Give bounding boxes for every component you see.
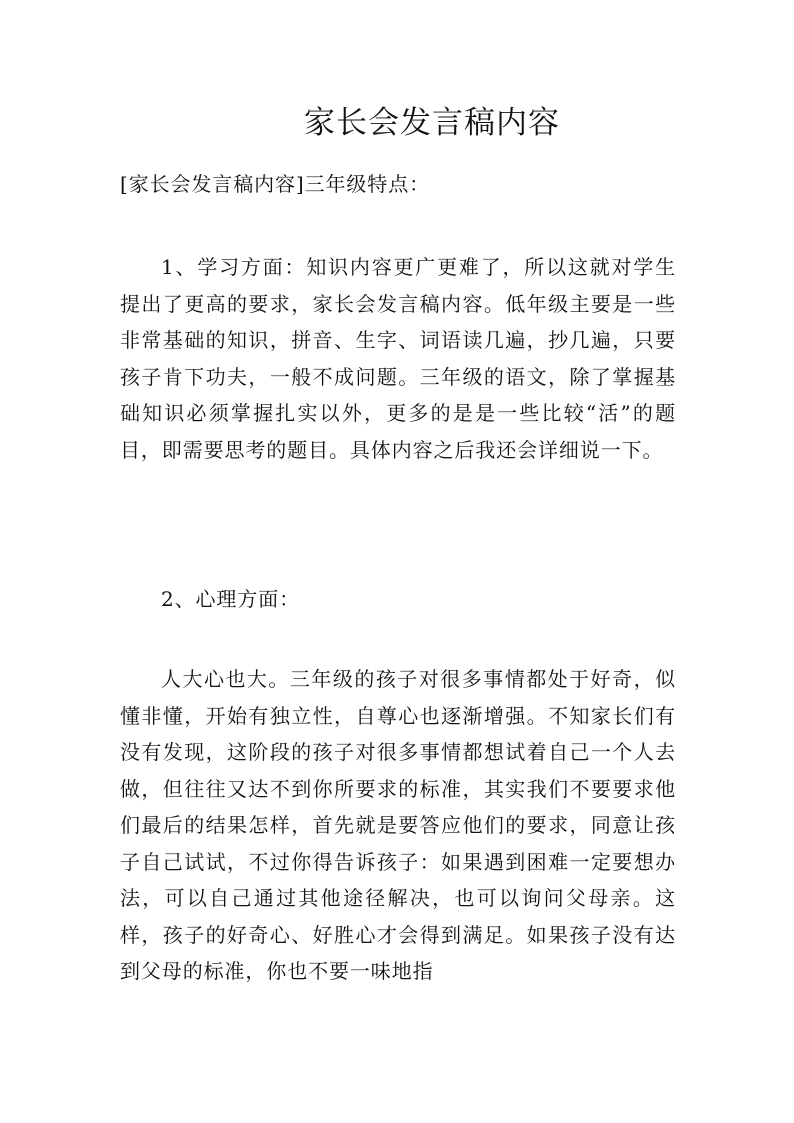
- psychology-heading: 2、心理方面：: [161, 587, 301, 611]
- psychology-paragraph: 人大心也大。三年级的孩子对很多事情都处于好奇，似懂非懂，开始有独立性，自尊心也逐渐增强。不知家长们有没有发现，这阶段的孩子对很多事情都想试着自己一个人去做，但往往又达不到你所要求的标准，其实我们不要要求他们最后的结果怎样，首先就是要答应他们的要求，同意让孩子自己试试，不过你得告诉孩子：如果遇到困难一定要想办法，可以自己通过其他途径解决，也可以询问父母亲。这样，孩子的好奇心、好胜心才会得到满足。如果孩子没有达到父母的标准，你也不要一味地指: [120, 667, 676, 983]
- study-paragraph: 1、学习方面：知识内容更广更难了，所以这就对学生提出了更高的要求，家长会发言稿内容。低年级主要是一些非常基础的知识，拼音、生字、词语读几遍，抄几遍，只要孩子肯下功夫，一般不成问题。三年级的语文，除了掌握基础知识必须掌握扎实以外，更多的是是一些比较“活”的题目，即需要思考的题目。具体内容之后我还会详细说一下。: [120, 255, 676, 462]
- document-title: 家长会发言稿内容: [304, 105, 560, 141]
- intro-paragraph: [家长会发言稿内容]三年级特点：: [120, 172, 431, 196]
